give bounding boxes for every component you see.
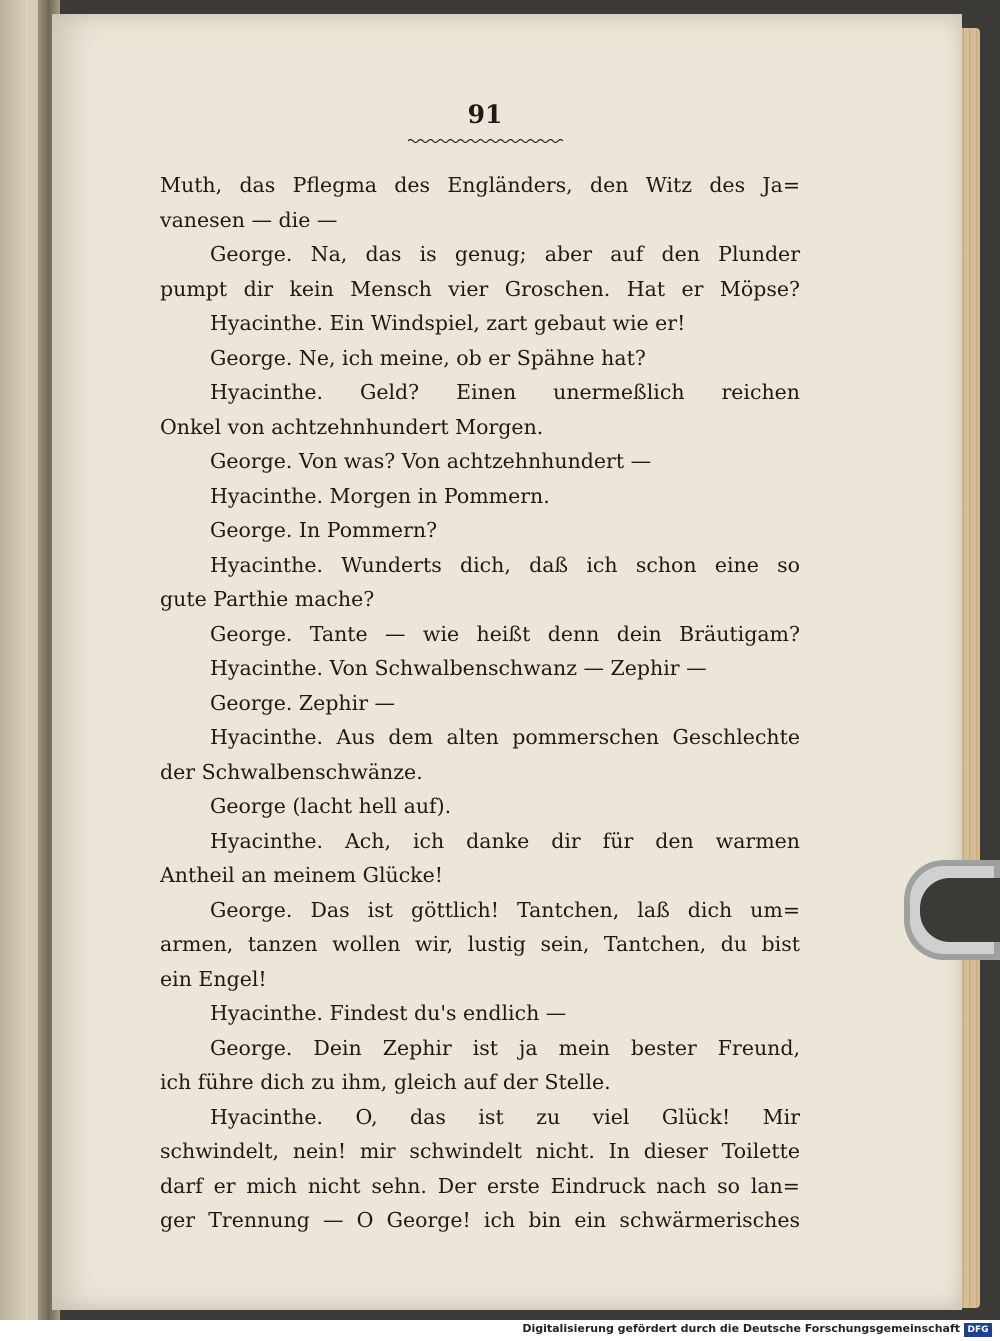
body-text	[160, 168, 800, 1238]
decorative-wavy-rule	[408, 138, 563, 144]
text-line: George. Zephir —	[210, 690, 396, 715]
footer-bar	[0, 1320, 1000, 1341]
text-line: ich führe dich zu ihm, gleich auf der Stelle.	[160, 1070, 611, 1094]
page-clip-tab-inner	[920, 878, 1000, 942]
text-line: schwindelt, nein! mir schwindelt nicht. In dieser Toilette	[160, 1139, 800, 1163]
text-line: George. Von was? Von achtzehnhundert —	[210, 449, 652, 473]
text-line: ein Engel!	[160, 966, 267, 991]
text-line: Hyacinthe. Ein Windspiel, zart gebaut wie er!	[210, 311, 686, 335]
text-line: Antheil an meinem Glücke!	[160, 863, 443, 887]
text-line: vanesen — die —	[160, 207, 338, 232]
text-line: George. Na, das is genug; aber auf den Plunder	[210, 242, 800, 266]
text-line: Hyacinthe. Aus dem alten pommerschen Geschlechte	[210, 725, 800, 749]
text-line: Hyacinthe. O, das ist zu viel Glück! Mir	[210, 1104, 800, 1129]
footer-credit: Digitalisierung gefördert durch die Deutsche Forschungsgemeinschaft	[522, 1322, 960, 1335]
text-line: Hyacinthe. Von Schwalbenschwanz — Zephir —	[210, 656, 707, 680]
text-line: George (lacht hell auf).	[210, 794, 452, 818]
text-line: Hyacinthe. Geld? Einen unermeßlich reichen	[210, 380, 800, 404]
text-line: Hyacinthe. Ach, ich danke dir für den warmen	[210, 828, 800, 853]
text-line: gute Parthie mache?	[160, 587, 375, 611]
page-number: 91	[467, 100, 503, 129]
dfg-logo-icon: DFG	[964, 1323, 992, 1337]
text-line: Hyacinthe. Morgen in Pommern.	[210, 483, 550, 508]
text-line: Hyacinthe. Findest du's endlich —	[210, 1001, 567, 1025]
text-line: der Schwalbenschwänze.	[160, 759, 423, 784]
text-line: pumpt dir kein Mensch vier Groschen. Hat er Möpse?	[160, 276, 800, 301]
text-line: Muth, das Pflegma des Engländers, den Witz des Ja=	[160, 173, 800, 197]
text-line: Onkel von achtzehnhundert Morgen.	[160, 414, 544, 439]
text-line: ger Trennung — O George! ich bin ein schwärmerisches	[160, 1208, 800, 1232]
text-line: George. Ne, ich meine, ob er Spähne hat?	[210, 345, 646, 370]
text-line: George. Dein Zephir ist ja mein bester Freund,	[210, 1035, 800, 1060]
text-line: George. In Pommern?	[210, 518, 438, 542]
text-line: darf er mich nicht sehn. Der erste Eindruck nach so lan=	[160, 1173, 800, 1198]
text-line: armen, tanzen wollen wir, lustig sein, Tantchen, du bist	[160, 932, 800, 956]
text-line: Hyacinthe. Wunderts dich, daß ich schon eine so	[210, 552, 800, 577]
text-line: George. Tante — wie heißt denn dein Bräutigam?	[210, 621, 800, 646]
text-line: George. Das ist göttlich! Tantchen, laß dich um=	[210, 897, 800, 922]
